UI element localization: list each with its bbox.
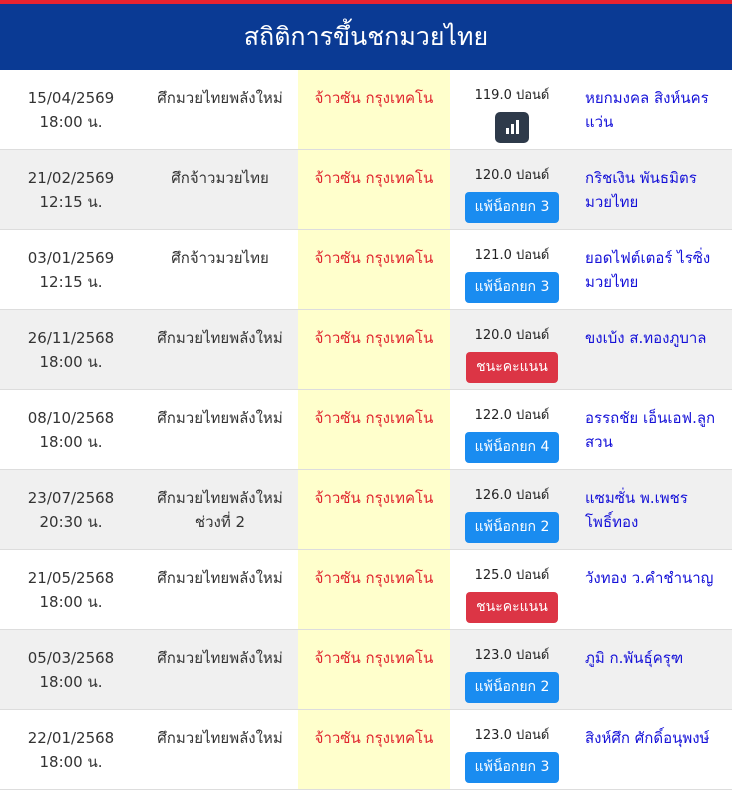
event-name: ศึกจ้าวมวยไทย xyxy=(171,249,269,267)
result-badge-loss: แพ้น็อกยก 3 xyxy=(465,272,560,303)
fight-datetime xyxy=(0,630,142,709)
fighter-name: จ้าวซัน กรุงเทคโน xyxy=(298,630,450,709)
fight-date: 15/04/2569 xyxy=(27,89,115,107)
fight-datetime xyxy=(0,550,142,629)
fight-datetime xyxy=(0,70,142,149)
event-name: ศึกมวยไทยพลังใหม่ xyxy=(157,89,283,107)
fight-time: 18:00 น. xyxy=(39,593,103,611)
fight-row xyxy=(0,230,732,310)
fight-row xyxy=(0,70,732,150)
fighter-name: จ้าวซัน กรุงเทคโน xyxy=(298,230,450,309)
bar-chart-icon-bar xyxy=(511,124,514,134)
fight-row xyxy=(0,310,732,390)
fight-time: 12:15 น. xyxy=(39,273,103,291)
weight-label: 120.0 ปอนด์ xyxy=(474,168,550,183)
page-header xyxy=(0,4,732,70)
page-title: สถิติการขึ้นชกมวยไทย xyxy=(243,22,489,51)
fight-date: 21/02/2569 xyxy=(27,169,115,187)
event-name: ศึกจ้าวมวยไทย xyxy=(171,169,269,187)
opponent-link[interactable]: แซมซั่น พ.เพชรโพธิ์ทอง xyxy=(585,489,688,531)
fight-row xyxy=(0,470,732,550)
fight-date: 03/01/2569 xyxy=(27,249,115,267)
event-name: ศึกมวยไทยพลังใหม่ xyxy=(157,569,283,587)
result-cell xyxy=(450,230,574,309)
fight-datetime xyxy=(0,150,142,229)
fight-date: 23/07/2568 xyxy=(27,489,115,507)
fight-row xyxy=(0,550,732,630)
fight-date: 05/03/2568 xyxy=(27,649,115,667)
opponent-link[interactable]: ยอดไฟต์เตอร์ ไรซิ่งมวยไทย xyxy=(585,249,711,291)
event-name: ศึกมวยไทยพลังใหม่ xyxy=(157,329,283,347)
result-badge-win: ชนะคะแนน xyxy=(466,352,558,383)
opponent-link[interactable]: กริชเงิน พันธมิตรมวยไทย xyxy=(585,169,697,211)
fighter-name: จ้าวซัน กรุงเทคโน xyxy=(298,470,450,549)
fighter-name: จ้าวซัน กรุงเทคโน xyxy=(298,150,450,229)
fight-row xyxy=(0,710,732,790)
fighter-name: จ้าวซัน กรุงเทคโน xyxy=(298,310,450,389)
result-badge-loss: แพ้น็อกยก 2 xyxy=(465,672,560,703)
bar-chart-icon-bar xyxy=(506,128,509,134)
fight-date: 08/10/2568 xyxy=(27,409,115,427)
weight-label: 123.0 ปอนด์ xyxy=(474,648,550,663)
result-cell xyxy=(450,70,574,149)
event-name: ศึกมวยไทยพลังใหม่ xyxy=(157,409,283,427)
fight-time: 18:00 น. xyxy=(39,113,103,131)
fighter-name: จ้าวซัน กรุงเทคโน xyxy=(298,70,450,149)
result-badge-loss: แพ้น็อกยก 4 xyxy=(465,432,560,463)
result-cell xyxy=(450,550,574,629)
fight-datetime xyxy=(0,470,142,549)
weight-label: 120.0 ปอนด์ xyxy=(474,328,550,343)
opponent-link[interactable]: อรรถชัย เอ็นเอฟ.ลูกสวน xyxy=(585,409,716,451)
fight-date: 22/01/2568 xyxy=(27,729,115,747)
weight-label: 123.0 ปอนด์ xyxy=(474,728,550,743)
fight-row xyxy=(0,630,732,710)
opponent-link[interactable]: สิงห์ศึก ศักดิ์อนุพงษ์ xyxy=(585,729,710,747)
fight-time: 18:00 น. xyxy=(39,753,103,771)
bar-chart-icon-bar xyxy=(516,120,519,134)
fight-row xyxy=(0,150,732,230)
weight-label: 121.0 ปอนด์ xyxy=(474,248,550,263)
event-name: ศึกมวยไทยพลังใหม่ xyxy=(157,729,283,747)
fighter-name: จ้าวซัน กรุงเทคโน xyxy=(298,390,450,469)
bar-chart-icon[interactable] xyxy=(495,112,529,143)
fight-time: 18:00 น. xyxy=(39,433,103,451)
result-badge-loss: แพ้น็อกยก 3 xyxy=(465,192,560,223)
weight-label: 122.0 ปอนด์ xyxy=(474,408,550,423)
opponent-link[interactable]: ภูมิ ก.พันธุ์ครุฑ xyxy=(585,649,684,667)
event-name: ศึกมวยไทยพลังใหม่ ช่วงที่ 2 xyxy=(157,489,283,531)
weight-label: 119.0 ปอนด์ xyxy=(474,88,550,103)
result-badge-win: ชนะคะแนน xyxy=(466,592,558,623)
fight-datetime xyxy=(0,230,142,309)
opponent-link[interactable]: หยกมงคล สิงห์นครแว่น xyxy=(585,89,709,131)
fight-time: 18:00 น. xyxy=(39,353,103,371)
fight-datetime xyxy=(0,710,142,789)
fight-record-table xyxy=(0,70,732,790)
opponent-link[interactable]: ขงเบ้ง ส.ทองภูบาล xyxy=(585,329,707,347)
opponent-link[interactable]: วังทอง ว.คำชำนาญ xyxy=(585,569,714,587)
weight-label: 125.0 ปอนด์ xyxy=(474,568,550,583)
fight-date: 26/11/2568 xyxy=(27,329,115,347)
fight-row xyxy=(0,390,732,470)
fight-time: 18:00 น. xyxy=(39,673,103,691)
result-badge-loss: แพ้น็อกยก 3 xyxy=(465,752,560,783)
fight-datetime xyxy=(0,390,142,469)
fighter-name: จ้าวซัน กรุงเทคโน xyxy=(298,550,450,629)
fight-datetime xyxy=(0,310,142,389)
fight-time: 12:15 น. xyxy=(39,193,103,211)
result-cell xyxy=(450,710,574,789)
result-cell xyxy=(450,470,574,549)
fight-time: 20:30 น. xyxy=(39,513,103,531)
fight-date: 21/05/2568 xyxy=(27,569,115,587)
event-name: ศึกมวยไทยพลังใหม่ xyxy=(157,649,283,667)
result-cell xyxy=(450,150,574,229)
result-badge-loss: แพ้น็อกยก 2 xyxy=(465,512,560,543)
result-cell xyxy=(450,310,574,389)
result-cell xyxy=(450,390,574,469)
weight-label: 126.0 ปอนด์ xyxy=(474,488,550,503)
result-cell xyxy=(450,630,574,709)
fighter-name: จ้าวซัน กรุงเทคโน xyxy=(298,710,450,789)
